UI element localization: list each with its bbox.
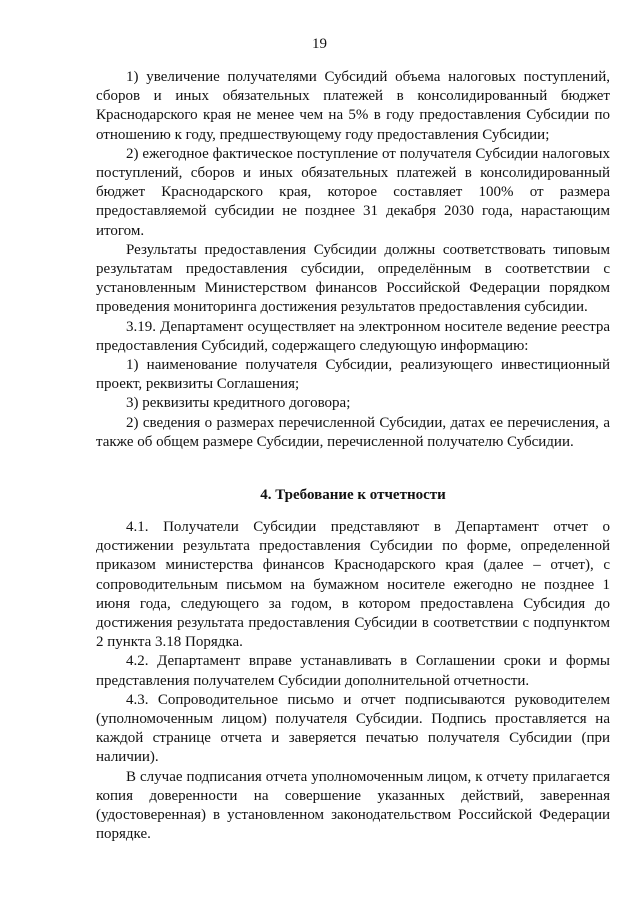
paragraph: 2) сведения о размерах перечисленной Субсидии, датах ее перечисления, а также об общем размере Субсидии, перечисленной получателю Субсидии. bbox=[96, 414, 610, 450]
paragraph: 4.2. Департамент вправе устанавливать в Соглашении сроки и формы представления получателем Субсидии дополнительной отчетности. bbox=[96, 653, 610, 689]
section-heading: 4. Требование к отчетности bbox=[260, 487, 446, 503]
paragraph: 2) ежегодное фактическое поступление от получателя Субсидии налоговых поступлений, сборов и иных обязательных платежей в консолидированный бюджет Краснодарского края, которое составляет 100% от размера предоставляемой субсидии не позднее 31 декабря 2030 года, нарастающим итогом. bbox=[96, 145, 610, 239]
paragraph: 1) увеличение получателями Субсидий объема налоговых поступлений, сборов и иных обязательных платежей в консолидированный бюджет Краснодарского края не менее чем на 5% в году предоставления Субсидии по отношению к году, предшествующему году предоставления Субсидии; bbox=[96, 69, 610, 143]
section-3-text bbox=[96, 68, 610, 452]
paragraph: В случае подписания отчета уполномоченным лицом, к отчету прилагается копия доверенности на совершение указанных действий, заверенная (удостоверенная) в установленном законодательством Российской Федерации порядке. bbox=[96, 768, 610, 843]
paragraph: Результаты предоставления Субсидии должны соответствовать типовым результатам предоставления субсидии, определённым в соответствии с установленным Министерством финансов Российской Федерации порядком проведения мониторинга достижения результатов предоставления субсидии. bbox=[96, 241, 610, 316]
paragraph: 3) реквизиты кредитного договора; bbox=[126, 395, 351, 412]
paragraph: 3.19. Департамент осуществляет на электронном носителе ведение реестра предоставления Субсидий, содержащего следующую информацию: bbox=[96, 318, 610, 354]
page-number: 19 bbox=[312, 36, 327, 52]
paragraph: 4.1. Получатели Субсидии представляют в Департамент отчет о достижении результата предоставления Субсидии по форме, определенной приказом министерства финансов Краснодарского края (далее – отчет), с сопроводительным письмом на бумажном носителе ежегодно не позднее 1 июня года, следующего за годом, в котором предоставлена Субсидия до достижения результата предоставления Субсидии в соответствии с подпунктом 2 пункта 3.18 Порядка. bbox=[96, 519, 610, 651]
paragraph: 1) наименование получателя Субсидии, реализующего инвестиционный проект, реквизиты Соглашения; bbox=[96, 357, 610, 393]
section-4-text bbox=[96, 518, 610, 844]
paragraph: 4.3. Сопроводительное письмо и отчет подписываются руководителем (уполномоченным лицом) получателя Субсидии. Подпись проставляется на каждой странице отчета и заверяется печатью получателя Субсидии (при наличии). bbox=[96, 691, 610, 766]
